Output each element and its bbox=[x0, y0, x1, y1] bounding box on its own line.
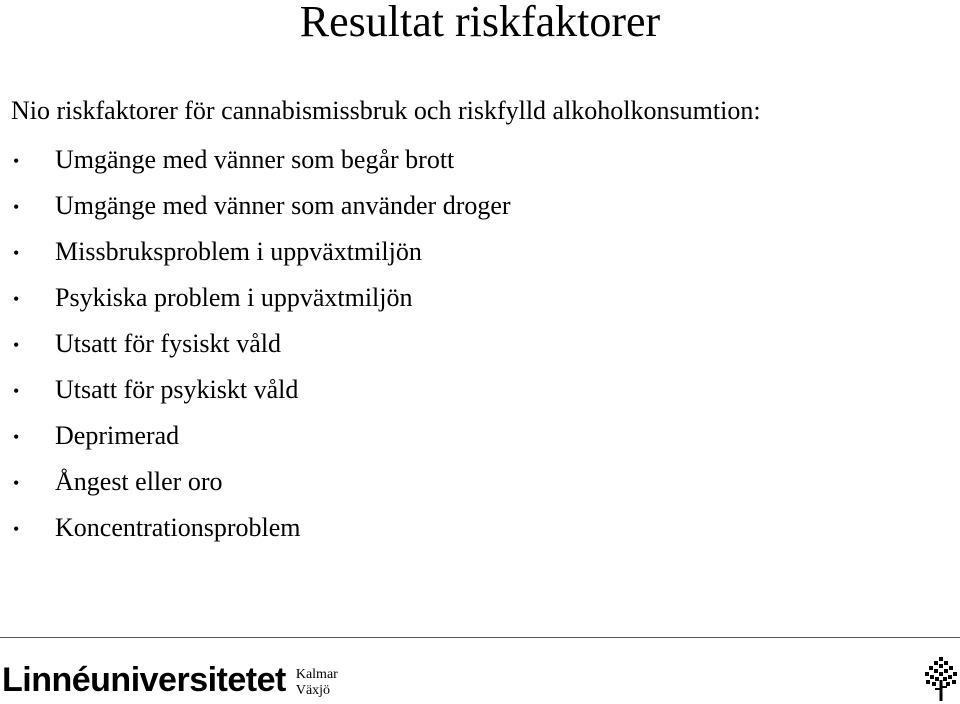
bullet-icon: • bbox=[13, 473, 20, 493]
list-item-text: Umgänge med vänner som begår brott bbox=[55, 145, 455, 174]
bullet-icon: • bbox=[13, 197, 20, 217]
campus-names bbox=[296, 667, 338, 699]
bullet-icon: • bbox=[13, 243, 20, 263]
bullet-icon: • bbox=[13, 381, 20, 401]
university-logo bbox=[2, 660, 338, 700]
list-item-text: Deprimerad bbox=[55, 421, 180, 450]
intro-text: Nio riskfaktorer för cannabismissbruk och riskfylld alkoholkonsumtion: bbox=[11, 96, 761, 125]
list-item-text: Utsatt för fysiskt våld bbox=[55, 329, 282, 358]
list-item-text: Utsatt för psykiskt våld bbox=[55, 375, 299, 404]
tree-icon bbox=[924, 656, 958, 702]
list-item-text: Ångest eller oro bbox=[55, 467, 223, 496]
bullet-icon: • bbox=[13, 289, 20, 309]
list-item-text: Psykiska problem i uppväxtmiljön bbox=[55, 283, 413, 312]
list-item-text: Umgänge med vänner som använder droger bbox=[55, 191, 511, 220]
list-item-text: Koncentrationsproblem bbox=[55, 513, 301, 542]
bullet-icon: • bbox=[13, 335, 20, 355]
list-item-text: Missbruksproblem i uppväxtmiljön bbox=[55, 237, 422, 266]
bullet-icon: • bbox=[13, 151, 20, 171]
campus-kalmar: Kalmar bbox=[295, 667, 338, 682]
bullet-icon: • bbox=[13, 519, 20, 539]
campus-vaxjo: Växjö bbox=[295, 683, 331, 698]
bullet-icon: • bbox=[13, 427, 20, 447]
page-title: Resultat riskfaktorer bbox=[299, 0, 661, 46]
university-logo-name: Linnéuniversitetet bbox=[2, 661, 286, 699]
footer-divider bbox=[0, 637, 960, 638]
